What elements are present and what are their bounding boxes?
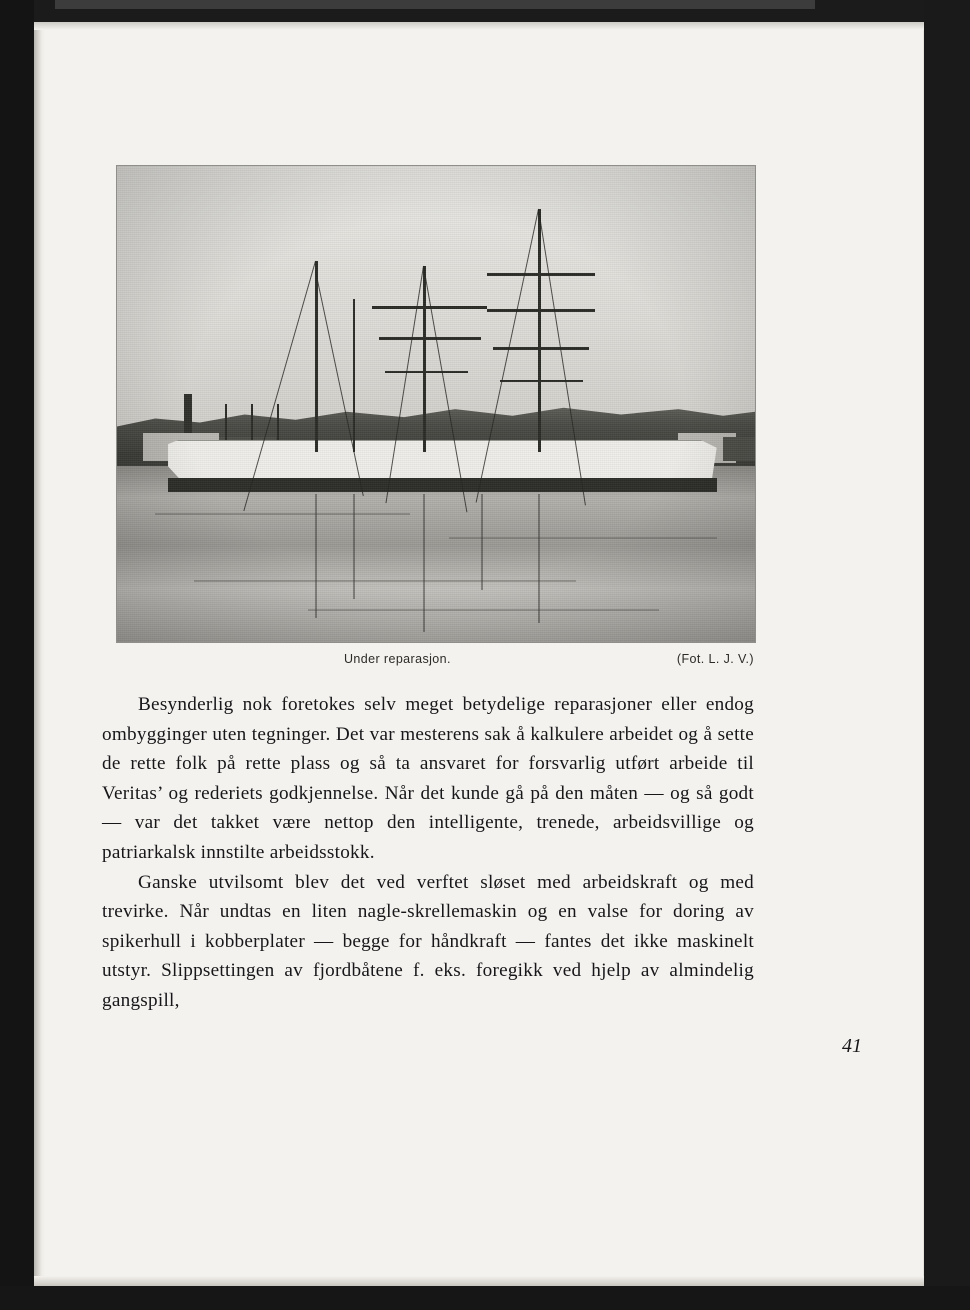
photo-water-streak-4 — [308, 609, 659, 611]
scan-gutter-top-strip — [55, 0, 815, 9]
photo-reflection-5 — [481, 494, 483, 589]
scan-gutter-top — [0, 0, 970, 22]
photo-yard-mizzen-4 — [500, 380, 583, 382]
photo-water-streak-3 — [194, 580, 577, 582]
photo-yard-main-2 — [379, 337, 481, 340]
photo-funnel — [184, 394, 192, 432]
photo-building-right-2 — [723, 437, 755, 461]
figure-photograph — [116, 165, 756, 643]
photo-reflection-4 — [353, 494, 355, 599]
page-edge-top — [34, 22, 924, 30]
page-number: 41 — [842, 1035, 862, 1057]
paragraph-2: Ganske utvilsomt blev det ved verftet sløset med arbeidskraft og med trevirke. Når undtas en liten nagle-skrellemaskin og en valse for doring av spikerhull i kobberplater — begge for håndkraft — fantes det ikke maskinelt utstyr. Slippsettingen av fjordbåtene f. eks. foregikk ved hjelp av almindelig gangspill, — [102, 871, 754, 1011]
paragraph-1: Besynderlig nok foretokes selv meget betydelige reparasjoner eller endog ombygginger uten tegninger. Det var mesterens sak å kalkulere arbeidet og å sette de rette folk på rette plass og så ta ansvaret for forsvarlig utført arbeide til Veritas’ og rederiets godkjennelse. Når det kunde gå på den måten — og så godt — var det takket være nettop den intelligente, trenede, arbeidsvillige og patriarkalsk innstilte arbeidsstokk. — [102, 694, 754, 863]
photo-reflection-3 — [538, 494, 540, 623]
figure-caption: Under reparasjon. — [344, 652, 451, 666]
scan-gutter-left — [0, 0, 34, 1310]
photo-pole-1 — [225, 404, 227, 442]
photo-yard-mizzen-1 — [487, 273, 595, 276]
photo-yard-main-3 — [385, 371, 468, 373]
photo-mizzenmast — [538, 209, 541, 452]
photo-sailing-ship-under-repair — [116, 165, 756, 643]
photo-water — [117, 466, 755, 642]
photo-water-streak-2 — [449, 537, 717, 539]
photo-mainmast — [423, 266, 426, 452]
photo-reflection-2 — [423, 494, 425, 632]
photo-foremast — [315, 261, 318, 451]
figure-caption-row — [116, 652, 756, 670]
photo-pole-3 — [277, 404, 279, 442]
scan-gutter-right — [924, 0, 970, 1310]
photo-water-streak-1 — [155, 513, 410, 515]
page-edge-bottom — [34, 1276, 924, 1286]
photo-bowsprit-stay — [353, 299, 355, 451]
scan-gutter-bottom — [0, 1286, 970, 1310]
photo-yard-mizzen-2 — [487, 309, 595, 312]
photo-pole-2 — [251, 404, 253, 442]
page-body-text — [102, 690, 754, 1016]
page-edge-left — [34, 22, 45, 1286]
figure-photo-credit: (Fot. L. J. V.) — [676, 652, 754, 666]
